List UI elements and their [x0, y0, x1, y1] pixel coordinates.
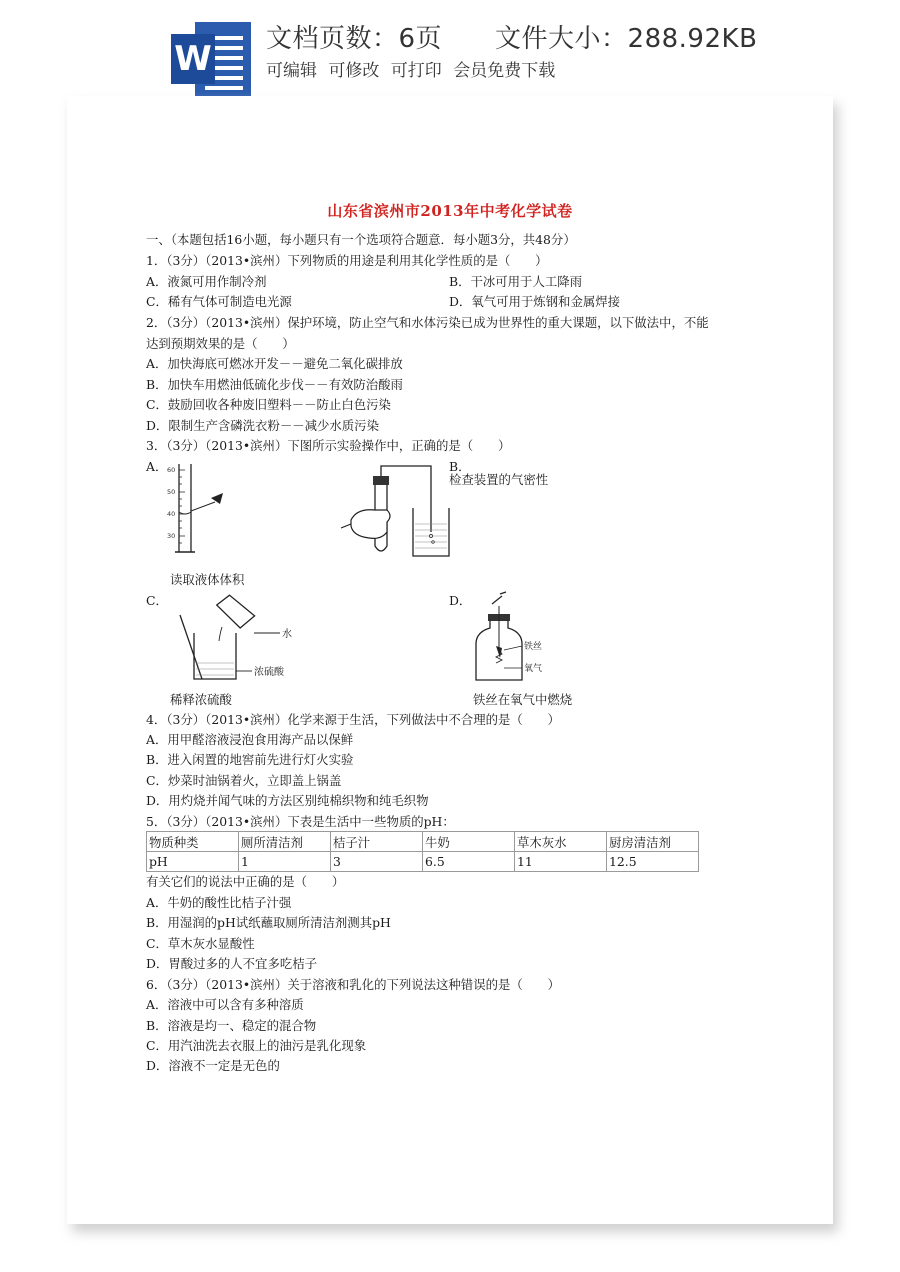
q4-option-a: A．用甲醛溶液浸泡食用海产品以保鲜	[146, 732, 354, 747]
q3-option-d: D．	[449, 593, 472, 608]
q3-option-b: B．	[449, 459, 471, 474]
question-2-stem-cont: 达到预期效果的是（ ）	[146, 336, 295, 351]
iron-wire-bottle-figure	[472, 596, 562, 686]
q2-option-a: A．加快海底可燃冰开发－－避免二氧化碳排放	[146, 356, 403, 371]
q3-b-caption: 检查装置的气密性	[449, 472, 549, 487]
q2-option-d: D．限制生产含磷洗衣粉－－减少水质污染	[146, 418, 379, 433]
cylinder-mark-60: 60	[167, 466, 176, 474]
question-5-stem: 5．（3分）（2013•滨州）下表是生活中一些物质的pH：	[146, 814, 455, 829]
section-heading: 一、（本题包括16小题，每小题只有一个选项符合题意．每小题3分，共48分）	[146, 232, 576, 247]
q2-option-c: C．鼓励回收各种废旧塑料－－防止白色污染	[146, 397, 391, 412]
table-cell: pH	[147, 852, 239, 872]
ph-table-value-row	[147, 852, 699, 872]
table-cell: 厕所清洁剂	[239, 832, 331, 852]
table-cell: 11	[515, 852, 607, 872]
q3-c-caption: 稀释浓硫酸	[170, 692, 232, 707]
q5-option-b: B．用湿润的pH试纸蘸取厕所清洁剂测其pH	[146, 915, 391, 930]
question-3-stem: 3．（3分）（2013•滨州）下图所示实验操作中，正确的是（ ）	[146, 438, 511, 453]
cylinder-mark-50: 50	[167, 488, 176, 496]
table-cell: 物质种类	[147, 832, 239, 852]
question-5-prompt: 有关它们的说法中正确的是（ ）	[146, 874, 345, 889]
table-cell: 12.5	[607, 852, 699, 872]
q6-option-a: A．溶液中可以含有多种溶质	[146, 997, 304, 1012]
q3-option-c: C．	[146, 593, 168, 608]
ph-table	[146, 831, 699, 872]
q4-option-c: C．炒菜时油锅着火，立即盖上锅盖	[146, 773, 342, 788]
q3-d-caption: 铁丝在氧气中燃烧	[473, 692, 573, 707]
q5-option-c: C．草木灰水显酸性	[146, 936, 255, 951]
table-cell: 1	[239, 852, 331, 872]
graduated-cylinder-figure	[167, 462, 237, 557]
q1-option-c: C．稀有气体可制造电光源	[146, 294, 292, 309]
label-water: 水	[282, 629, 292, 640]
download-banner	[0, 0, 900, 96]
q6-option-d: D．溶液不一定是无色的	[146, 1058, 280, 1073]
q3-a-caption: 读取液体体积	[170, 572, 245, 587]
question-4-stem: 4．（3分）（2013•滨州）化学来源于生活，下列做法中不合理的是（ ）	[146, 712, 560, 727]
file-info-title: 文档页数：6页 文件大小：288.92KB	[266, 24, 758, 54]
table-cell: 3	[331, 852, 423, 872]
q3-option-a: A．	[146, 459, 168, 474]
label-concentrated-acid: 浓硫酸	[254, 667, 284, 678]
label-iron-wire: 铁丝	[524, 642, 543, 652]
label-oxygen: 氧气	[524, 664, 543, 674]
cylinder-mark-40: 40	[167, 510, 176, 518]
q6-option-b: B．溶液是均一、稳定的混合物	[146, 1018, 317, 1033]
table-cell: 6.5	[423, 852, 515, 872]
q1-option-b: B．干冰可用于人工降雨	[449, 274, 583, 289]
word-document-icon: W	[171, 22, 251, 96]
table-cell: 牛奶	[423, 832, 515, 852]
q2-option-b: B．加快车用燃油低硫化步伐－－有效防治酸雨	[146, 377, 403, 392]
q1-option-a: A．液氮可用作制冷剂	[146, 274, 267, 289]
q1-option-d: D．氧气可用于炼钢和金属焊接	[449, 294, 621, 309]
exam-title: 山东省滨州市2013年中考化学试卷	[327, 202, 573, 220]
question-1-stem: 1．（3分）（2013•滨州）下列物质的用途是利用其化学性质的是（ ）	[146, 253, 548, 268]
file-info-subtitle: 可编辑 可修改 可打印 会员免费下载	[266, 61, 556, 81]
dilution-beaker-figure	[172, 593, 312, 685]
table-cell: 桔子汁	[331, 832, 423, 852]
q4-option-d: D．用灼烧并闻气味的方法区别纯棉织物和纯毛织物	[146, 793, 429, 808]
document-page	[67, 96, 833, 1224]
q5-option-a: A．牛奶的酸性比桔子汁强	[146, 895, 292, 910]
table-cell: 草木灰水	[515, 832, 607, 852]
q6-option-c: C．用汽油洗去衣服上的油污是乳化现象	[146, 1038, 367, 1053]
q5-option-d: D．胃酸过多的人不宜多吃桔子	[146, 956, 318, 971]
table-cell: 厨房清洁剂	[607, 832, 699, 852]
question-2-stem: 2．（3分）（2013•滨州）保护环境，防止空气和水体污染已成为世界性的重大课题，以下做法中，不能	[146, 315, 709, 330]
question-6-stem: 6．（3分）（2013•滨州）关于溶液和乳化的下列说法这种错误的是（ ）	[146, 977, 560, 992]
ph-table-header-row	[147, 832, 699, 852]
q4-option-b: B．进入闲置的地窖前先进行灯火实验	[146, 752, 354, 767]
cylinder-mark-30: 30	[167, 532, 176, 540]
